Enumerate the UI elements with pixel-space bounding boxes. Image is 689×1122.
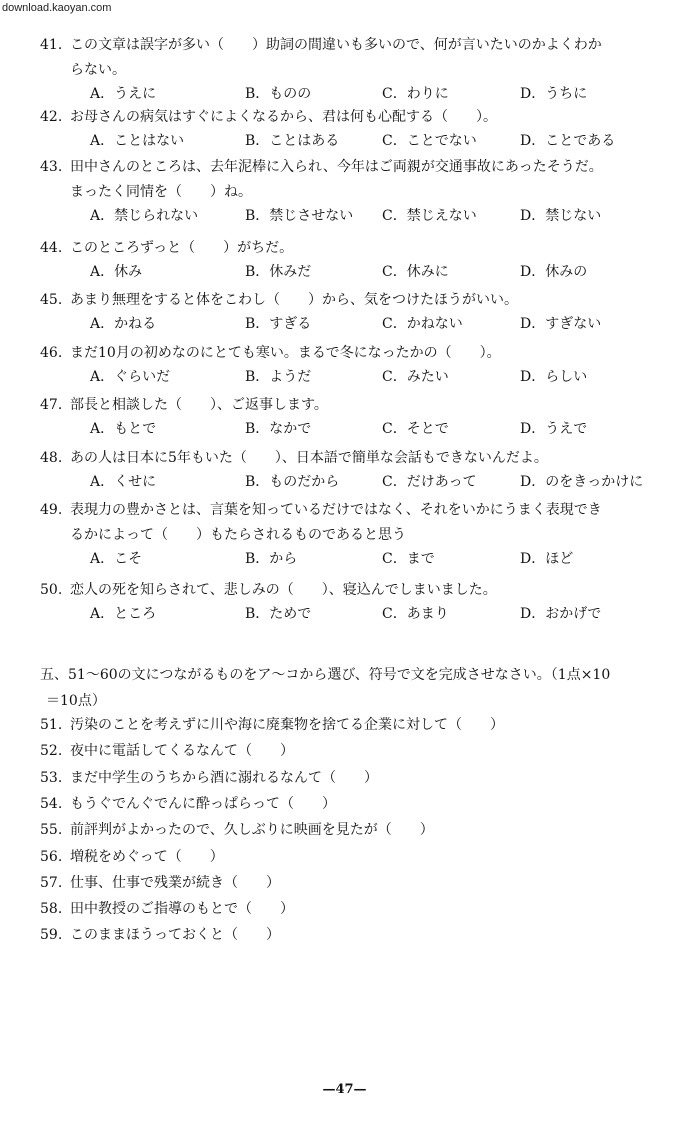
question-text: 表現力の豊かさとは、言葉を知っているだけではなく、それをいかにうまく表現でき bbox=[70, 502, 602, 518]
question-text: 部長と相談した（ ）、ご返事します。 bbox=[70, 397, 328, 413]
answer-options bbox=[90, 547, 650, 571]
item-number: 55. bbox=[40, 822, 63, 838]
question-text: お母さんの病気はすぐによくなるから、君は何も心配する（ ）。 bbox=[70, 109, 497, 125]
answer-option-d: D．おかげで bbox=[520, 606, 602, 622]
answer-option-d: D．禁じない bbox=[520, 208, 602, 224]
answer-options bbox=[90, 129, 650, 153]
question-text-continued: まったく同情を（ ）ね。 bbox=[70, 184, 252, 200]
item-number: 57. bbox=[40, 875, 63, 891]
question-text: 田中さんのところは、去年泥棒に入られ、今年はご両親が交通事故にあったそうだ。 bbox=[70, 159, 603, 175]
item-text: 汚染のことを考えずに川や海に廃棄物を捨てる企業に対して（ ） bbox=[70, 717, 504, 733]
sentence-item-59 bbox=[40, 923, 670, 947]
item-text: もうぐでんぐでんに酔っぱらって（ ） bbox=[70, 796, 336, 812]
question-49 bbox=[40, 498, 670, 522]
question-number: 49. bbox=[40, 502, 63, 518]
item-number: 54. bbox=[40, 796, 63, 812]
answer-option-b: B．休みだ bbox=[245, 264, 312, 280]
answer-option-a: A．かねる bbox=[90, 316, 157, 332]
answer-option-c: C．ことでない bbox=[382, 133, 477, 149]
answer-option-a: A．休み bbox=[90, 264, 143, 280]
question-number: 43. bbox=[40, 159, 63, 175]
answer-option-a: A．ことはない bbox=[90, 133, 185, 149]
question-number: 50. bbox=[40, 582, 63, 598]
answer-options bbox=[90, 204, 650, 228]
item-number: 52. bbox=[40, 743, 63, 759]
question-number: 45. bbox=[40, 292, 63, 308]
answer-option-c: C．わりに bbox=[382, 86, 449, 102]
item-number: 51. bbox=[40, 717, 63, 733]
question-number: 44. bbox=[40, 240, 63, 256]
question-text: あまり無理をすると体をこわし（ ）から、気をつけたほうがいい。 bbox=[70, 292, 518, 308]
answer-option-a: A．こそ bbox=[90, 551, 143, 567]
answer-option-d: D．休みの bbox=[520, 264, 588, 280]
answer-options bbox=[90, 602, 650, 626]
answer-option-b: B．禁じさせない bbox=[245, 208, 354, 224]
answer-options bbox=[90, 312, 650, 336]
question-text: まだ10月の初めなのにとても寒い。まるで冬になったかの（ ）。 bbox=[70, 345, 501, 361]
question-text: 恋人の死を知らされて、悲しみの（ ）、寝込んでしまいました。 bbox=[70, 582, 497, 598]
answer-option-c: C．かねない bbox=[382, 316, 463, 332]
question-50 bbox=[40, 578, 670, 602]
answer-options bbox=[90, 417, 650, 441]
answer-option-a: A．ところ bbox=[90, 606, 157, 622]
answer-option-a: A．もとで bbox=[90, 421, 157, 437]
sentence-item-57 bbox=[40, 871, 670, 895]
question-47 bbox=[40, 393, 670, 417]
item-text: 夜中に電話してくるなんて（ ） bbox=[70, 743, 294, 759]
question-48 bbox=[40, 446, 670, 470]
question-44 bbox=[40, 236, 670, 260]
answer-option-b: B．ものの bbox=[245, 86, 312, 102]
answer-option-d: D．のをきっかけに bbox=[520, 474, 644, 490]
sentence-item-52 bbox=[40, 739, 670, 763]
section-heading-line1: 五、51～60の文につながるものをア～コから選び、符号で文を完成させなさい。（1点×10 bbox=[40, 667, 611, 683]
answer-option-b: B．から bbox=[245, 551, 298, 567]
question-42 bbox=[40, 105, 670, 129]
sentence-item-56 bbox=[40, 845, 670, 869]
answer-option-a: A．うえに bbox=[90, 86, 157, 102]
answer-option-c: C．休みに bbox=[382, 264, 449, 280]
answer-option-d: D．ほど bbox=[520, 551, 574, 567]
answer-option-c: C．そとで bbox=[382, 421, 449, 437]
answer-option-b: B．すぎる bbox=[245, 316, 312, 332]
question-number: 41. bbox=[40, 37, 63, 53]
item-text: 仕事、仕事で残業が続き（ ） bbox=[70, 875, 280, 891]
question-46 bbox=[40, 341, 670, 365]
page-number: —47— bbox=[322, 1082, 367, 1097]
answer-option-d: D．らしい bbox=[520, 369, 588, 385]
answer-option-b: B．なかで bbox=[245, 421, 312, 437]
watermark-text: download.kaoyan.com bbox=[2, 2, 112, 14]
answer-option-a: A．禁じられない bbox=[90, 208, 199, 224]
question-number: 42. bbox=[40, 109, 63, 125]
item-text: 前評判がよかったので、久しぶりに映画を見たが（ ） bbox=[70, 822, 434, 838]
answer-option-d: D．ことである bbox=[520, 133, 616, 149]
item-text: 田中教授のご指導のもとで（ ） bbox=[70, 901, 294, 917]
question-41 bbox=[40, 33, 670, 57]
answer-option-b: B．ためで bbox=[245, 606, 312, 622]
answer-options bbox=[90, 365, 650, 389]
answer-option-d: D．すぎない bbox=[520, 316, 602, 332]
item-number: 56. bbox=[40, 849, 63, 865]
question-number: 47. bbox=[40, 397, 63, 413]
answer-option-a: A．ぐらいだ bbox=[90, 369, 171, 385]
answer-option-b: B．ことはある bbox=[245, 133, 340, 149]
question-45 bbox=[40, 288, 670, 312]
item-number: 59. bbox=[40, 927, 63, 943]
question-text: このところずっと（ ）がちだ。 bbox=[70, 240, 294, 256]
answer-option-b: B．ようだ bbox=[245, 369, 312, 385]
answer-option-c: C．だけあって bbox=[382, 474, 477, 490]
question-number: 46. bbox=[40, 345, 63, 361]
question-text: あの人は日本に5年もいた（ ）、日本語で簡単な会話もできないんだよ。 bbox=[70, 450, 548, 466]
answer-option-a: A．くせに bbox=[90, 474, 157, 490]
answer-option-c: C．禁じえない bbox=[382, 208, 477, 224]
item-text: このままほうっておくと（ ） bbox=[70, 927, 280, 943]
sentence-item-55 bbox=[40, 818, 670, 842]
item-number: 53. bbox=[40, 770, 63, 786]
question-43 bbox=[40, 155, 670, 179]
answer-option-d: D．うちに bbox=[520, 86, 588, 102]
answer-option-c: C．みたい bbox=[382, 369, 449, 385]
answer-options bbox=[90, 470, 650, 494]
question-number: 48. bbox=[40, 450, 63, 466]
sentence-item-51 bbox=[40, 713, 670, 737]
answer-options bbox=[90, 260, 650, 284]
answer-option-b: B．ものだから bbox=[245, 474, 340, 490]
item-text: まだ中学生のうちから酒に溺れるなんて（ ） bbox=[70, 770, 378, 786]
sentence-item-54 bbox=[40, 792, 670, 816]
section-heading bbox=[40, 662, 680, 714]
answer-option-c: C．まで bbox=[382, 551, 435, 567]
answer-options bbox=[90, 82, 650, 106]
sentence-item-58 bbox=[40, 897, 670, 921]
question-text-continued: らない。 bbox=[70, 62, 126, 78]
answer-option-c: C．あまり bbox=[382, 606, 449, 622]
item-text: 増税をめぐって（ ） bbox=[70, 849, 224, 865]
question-text-continued: るかによって（ ）もたらされるものであると思う bbox=[70, 527, 406, 543]
sentence-item-53 bbox=[40, 766, 670, 790]
item-number: 58. bbox=[40, 901, 63, 917]
question-text: この文章は誤字が多い（ ）助詞の間違いも多いので、何が言いたいのかよくわか bbox=[70, 37, 602, 53]
answer-option-d: D．うえで bbox=[520, 421, 588, 437]
section-heading-line2: ＝10点） bbox=[46, 693, 106, 709]
